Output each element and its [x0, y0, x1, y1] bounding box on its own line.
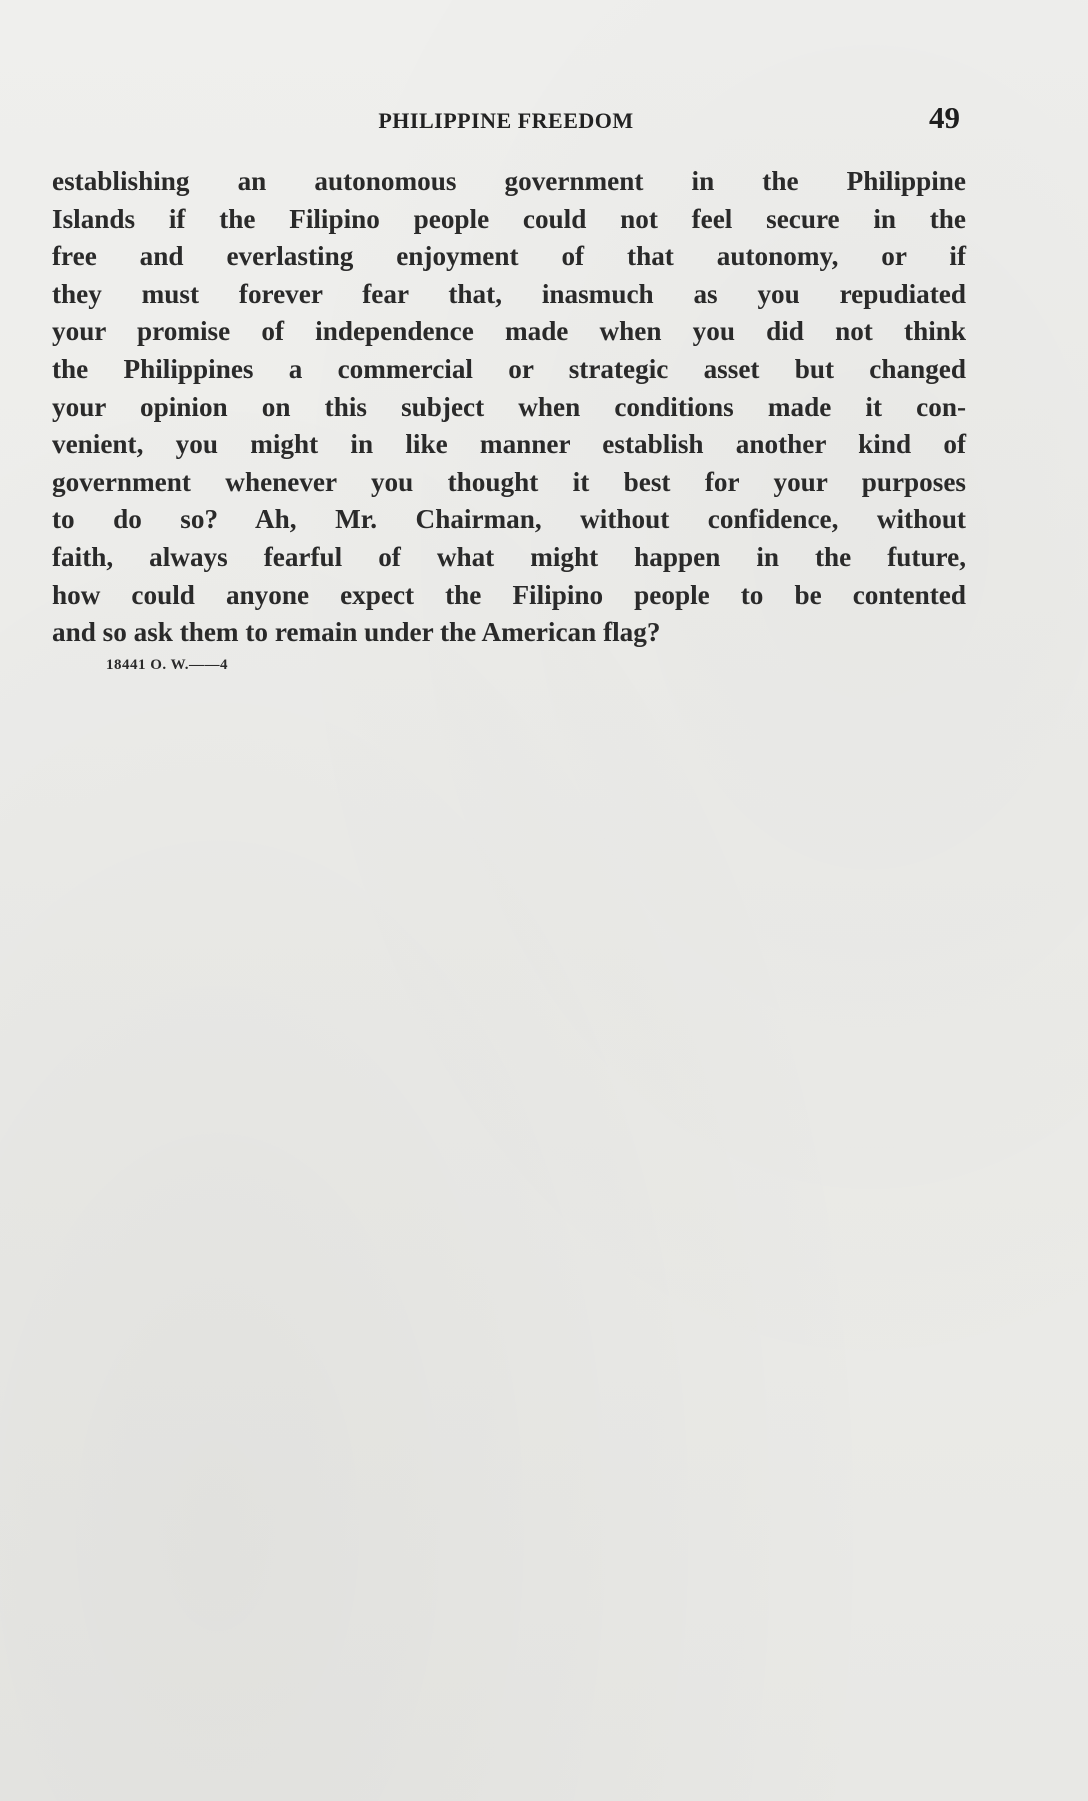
text-line: they must forever fear that, inasmuch as you repudiated — [52, 278, 966, 309]
text-line: to do so? Ah, Mr. Chairman, without confidence, without — [52, 504, 966, 535]
page-number: 49 — [929, 100, 960, 135]
printer-signature: 18441 O. W.——4 — [106, 657, 229, 673]
text-line: and so ask them to remain under the American flag? — [52, 617, 661, 648]
text-line: your promise of independence made when you did not think — [52, 316, 966, 347]
text-line: how could anyone expect the Filipino people to be contented — [52, 579, 966, 610]
text-line: venient, you might in like manner establish another kind of — [52, 429, 966, 460]
text-line: faith, always fearful of what might happen in the future, — [52, 541, 966, 572]
body-paragraph — [52, 163, 966, 652]
text-line: free and everlasting enjoyment of that autonomy, or if — [52, 241, 966, 272]
text-line: establishing an autonomous government in the Philippine — [52, 166, 966, 196]
text-line: Islands if the Filipino people could not feel secure in the — [52, 203, 966, 234]
running-title: PHILIPPINE FREEDOM — [378, 108, 634, 133]
text-line: government whenever you thought it best for your purposes — [52, 466, 966, 497]
text-line: your opinion on this subject when conditions made it con- — [52, 391, 966, 422]
running-header — [52, 100, 960, 144]
text-line: the Philippines a commercial or strategic asset but changed — [52, 353, 966, 384]
